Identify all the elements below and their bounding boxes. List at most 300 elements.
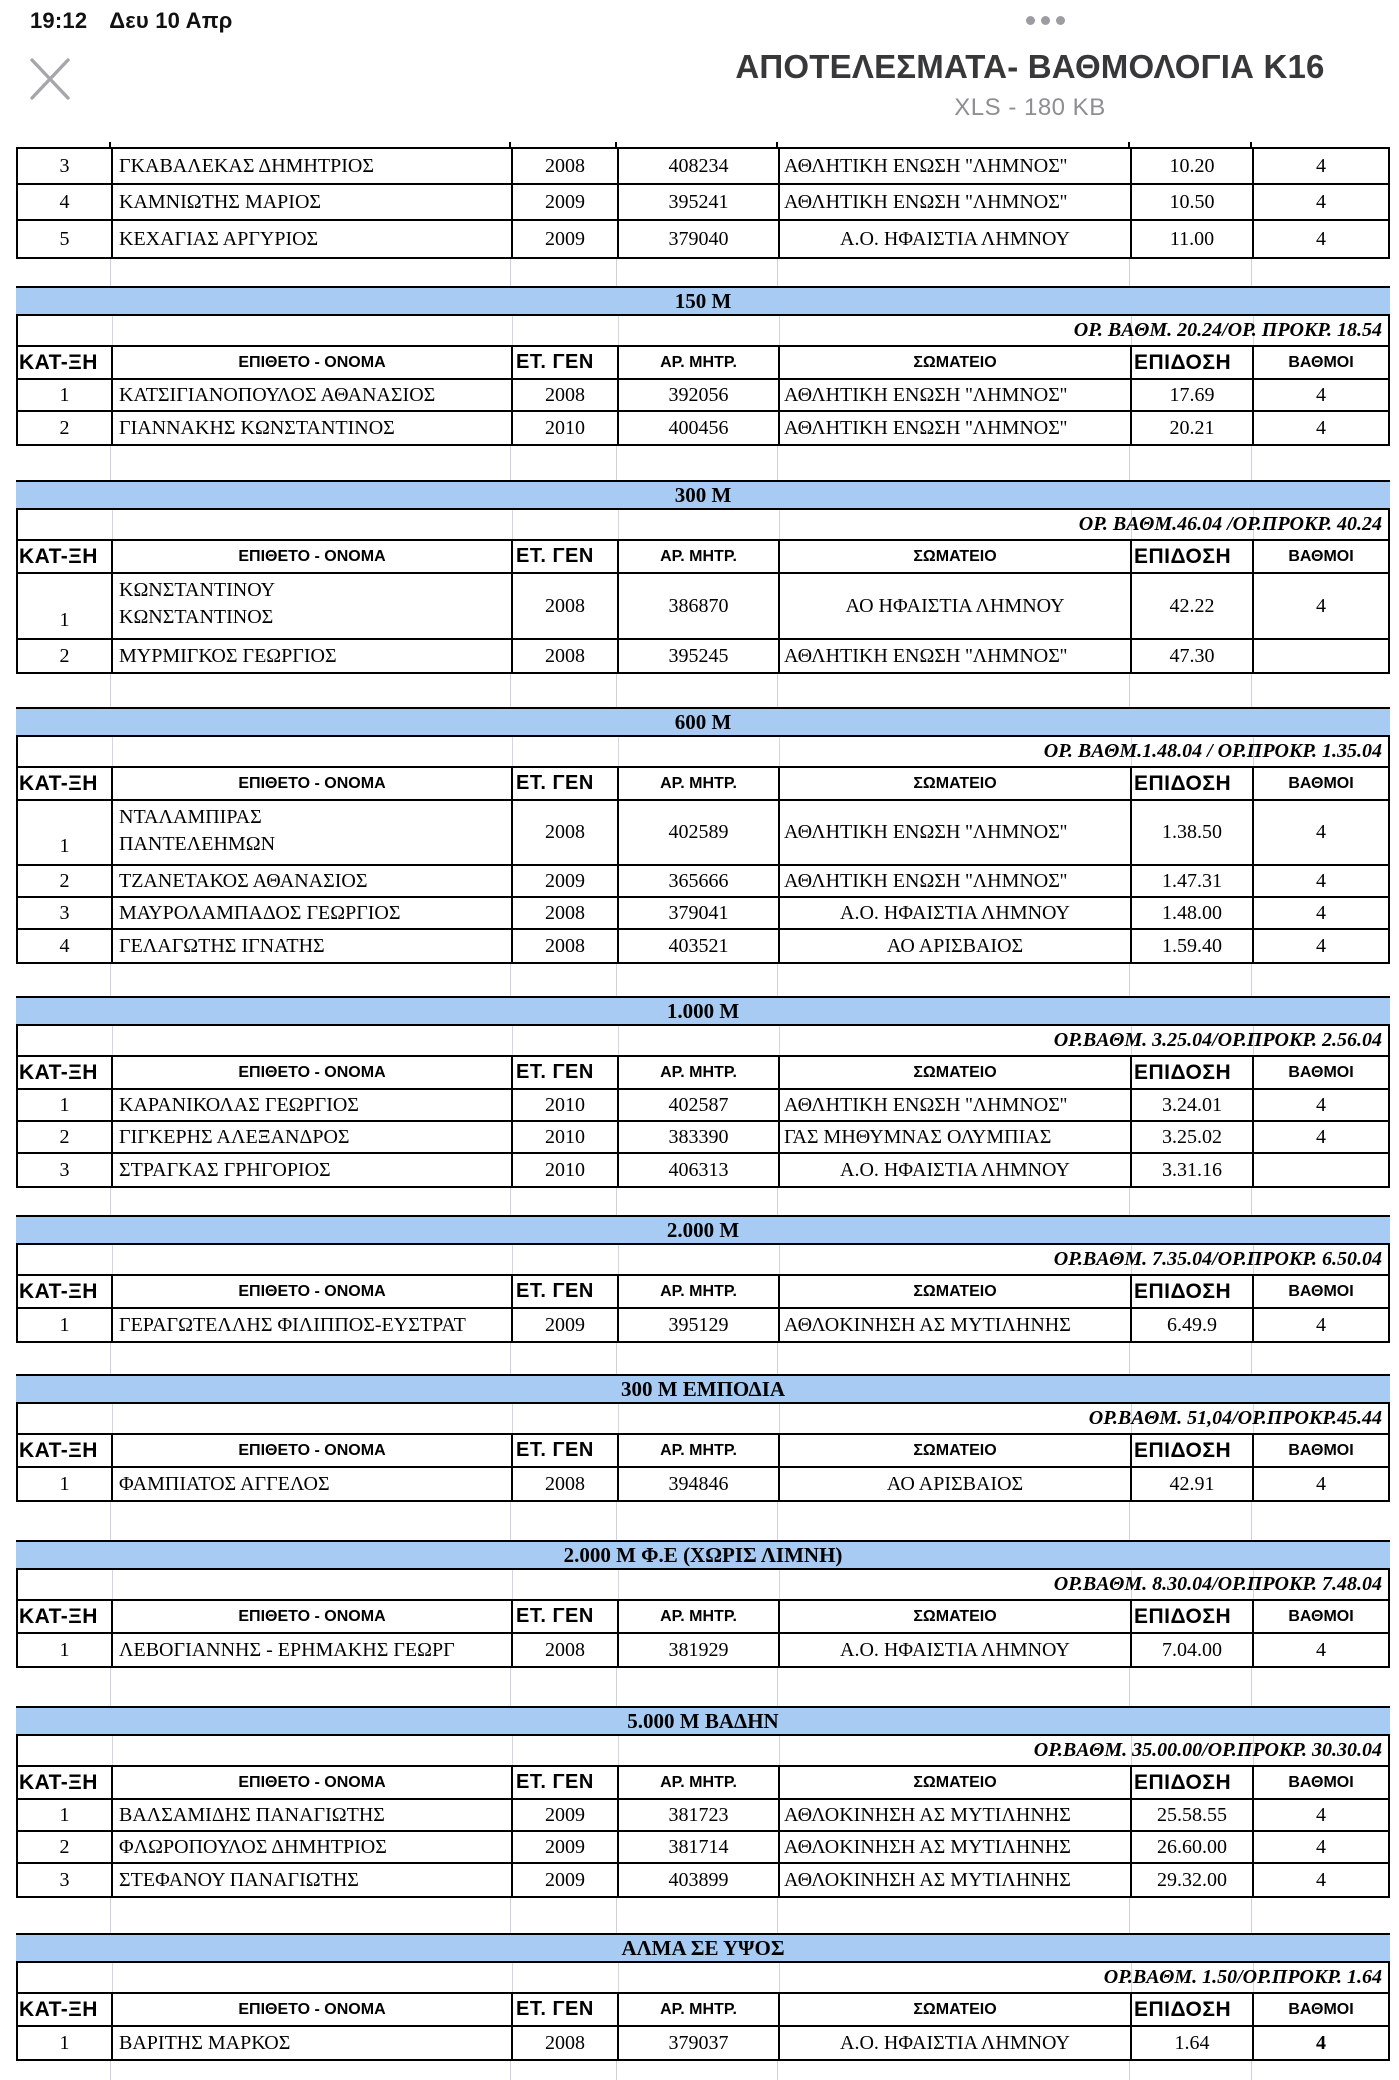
grid-cell — [617, 1343, 778, 1374]
table-row — [18, 640, 1388, 672]
performance-value: 20.21 — [1169, 416, 1215, 439]
cell-performance — [1132, 1154, 1254, 1186]
performance-value: 1.59.40 — [1162, 934, 1222, 957]
cell-club — [780, 149, 1132, 183]
grid-cell — [111, 1188, 511, 1215]
birth-year: 2008 — [545, 1472, 585, 1495]
athlete-name: ΚΑΤΣΙΓΙΑΝΟΠΟΥΛΟΣ ΑΘΑΝΑΣΙΟΣ — [119, 383, 436, 406]
cell-rank — [18, 1309, 113, 1341]
registry-number: 381723 — [668, 1803, 729, 1826]
cell-birth-year — [513, 185, 619, 219]
athlete-name: ΦΛΩΡΟΠΟΥΛΟΣ ΔΗΜΗΤΡΙΟΣ — [119, 1835, 387, 1858]
grid-cell — [513, 316, 619, 345]
registry-number: 395241 — [668, 190, 729, 213]
cell-rank — [18, 1154, 113, 1186]
grid-cell — [778, 1898, 1130, 1933]
document-title-block — [661, 48, 1399, 122]
cell-club — [780, 412, 1132, 444]
birth-year: 2008 — [545, 644, 585, 667]
performance-value: 10.20 — [1169, 154, 1215, 177]
cell-club — [780, 1468, 1132, 1500]
points-value: 4 — [1316, 1472, 1326, 1495]
section-title-band — [16, 1706, 1390, 1736]
cell-name — [113, 185, 513, 219]
header-label: ΕΠΙΘΕΤΟ - ΟΝΟΜΑ — [238, 1063, 386, 1081]
header-cell-points — [1254, 1435, 1388, 1466]
cell-name — [113, 1090, 513, 1120]
cell-points — [1254, 801, 1388, 864]
section-title: 600 M — [674, 709, 732, 734]
points-value: 4 — [1316, 821, 1326, 843]
grid-cell — [113, 1570, 513, 1599]
header-label: ΕΤ. ΓΕΝ — [516, 1998, 594, 2020]
cell-name — [113, 412, 513, 444]
grid-cell — [16, 1343, 111, 1374]
registry-number: 386870 — [668, 594, 729, 617]
table-row — [18, 866, 1388, 898]
cell-points — [1254, 1090, 1388, 1120]
header-cell-club — [780, 1767, 1132, 1798]
cell-club — [780, 1122, 1132, 1152]
header-cell-name — [113, 1601, 513, 1632]
section-title: 300 Μ ΕΜΠΟΔΙΑ — [620, 1376, 786, 1401]
header-cell-year — [513, 1994, 619, 2025]
cell-performance — [1132, 185, 1254, 219]
cell-rank — [18, 640, 113, 672]
grid-cell — [111, 674, 511, 707]
athlete-name: ΚΑΡΑΝΙΚΟΛΑΣ ΓΕΩΡΓΙΟΣ — [119, 1093, 359, 1116]
header-cell-points — [1254, 1057, 1388, 1088]
cell-registry-number — [619, 1090, 780, 1120]
grid-cell — [778, 446, 1130, 480]
ellipsis-icon — [1056, 16, 1065, 25]
club-name: ΑΘΛΗΤΙΚΗ ΕΝΩΣΗ ''ΛΗΜΝΟΣ'' — [784, 821, 1068, 843]
grid-cell — [617, 259, 778, 286]
grid-cell — [511, 1668, 617, 1706]
cell-rank — [18, 1090, 113, 1120]
ellipsis-icon — [1041, 16, 1050, 25]
header-cell-reg — [619, 1057, 780, 1088]
header-cell-club — [780, 1057, 1132, 1088]
section-title: 5.000 Μ ΒΑΔΗΝ — [627, 1708, 779, 1733]
more-options-button[interactable] — [1026, 16, 1065, 25]
grid-cell — [111, 1502, 511, 1540]
header-label: ΚΑΤ-ΞΗ — [19, 1604, 98, 1628]
registry-number: 381714 — [668, 1835, 729, 1858]
grid-cell — [1130, 1898, 1252, 1933]
document-subtitle: XLS - 180 KB — [954, 94, 1106, 121]
grid-cell — [111, 142, 511, 147]
cell-name — [113, 801, 513, 864]
registry-number: 394846 — [668, 1472, 729, 1495]
grid-cell — [778, 964, 1130, 996]
grid-cell — [1252, 1502, 1390, 1540]
column-header-row — [18, 347, 1388, 380]
header-cell-club — [780, 1994, 1132, 2025]
athlete-name: ΒΑΡΙΤΗΣ ΜΑΡΚΟΣ — [119, 2031, 291, 2054]
club-name: ΑΟ ΗΦΑΙΣΤΙΑ ΛΗΜΝΟΥ — [845, 594, 1065, 617]
status-bar — [0, 0, 1399, 40]
header-cell-name — [113, 1435, 513, 1466]
cell-rank — [18, 149, 113, 183]
cell-points — [1254, 1634, 1388, 1666]
header-cell-points — [1254, 541, 1388, 572]
cell-rank — [18, 1122, 113, 1152]
event-section — [16, 510, 1390, 674]
grid-cell — [617, 1898, 778, 1933]
grid-cell — [16, 1668, 111, 1706]
grid-cell — [1252, 1188, 1390, 1215]
cell-registry-number — [619, 930, 780, 962]
cell-registry-number — [619, 574, 780, 638]
header-label: ΕΤ. ΓΕΝ — [516, 1439, 594, 1461]
cell-performance — [1132, 1634, 1254, 1666]
grid-cell — [513, 1404, 619, 1433]
section-title-band — [16, 1374, 1390, 1404]
header-cell-points — [1254, 1276, 1388, 1307]
record-row — [18, 1570, 1388, 1601]
event-section — [16, 1736, 1390, 1898]
registry-number: 381929 — [668, 1638, 729, 1661]
grid-cell — [617, 142, 778, 147]
performance-value: 42.91 — [1169, 1472, 1215, 1495]
table-row — [18, 801, 1388, 866]
section-title: 300 M — [674, 482, 732, 507]
club-name: Α.Ο. ΗΦΑΙΣΤΙΑ ΛΗΜΝΟΥ — [840, 1638, 1070, 1661]
header-cell-club — [780, 1435, 1132, 1466]
points-value: 4 — [1316, 934, 1326, 957]
registry-number: 402587 — [668, 1093, 729, 1116]
status-time: 19:12 — [30, 8, 88, 33]
club-name: ΑΘΛΟΚΙΝΗΣΗ ΑΣ ΜΥΤΙΛΗΝΗΣ — [784, 1868, 1071, 1891]
header-cell-rank — [18, 1276, 113, 1307]
performance-value: 3.31.16 — [1162, 1158, 1222, 1181]
cell-name — [113, 898, 513, 928]
points-value: 4 — [1316, 869, 1326, 892]
table-row — [18, 2027, 1388, 2059]
grid-cell — [16, 1188, 111, 1215]
club-name: ΑΟ ΑΡΙΣΒΑΙΟΣ — [886, 934, 1024, 957]
column-header-row — [18, 1994, 1388, 2027]
table-row — [18, 185, 1388, 221]
close-button[interactable] — [26, 52, 74, 104]
performance-value: 1.48.00 — [1162, 901, 1222, 924]
header-label: ΕΠΙΔΟΣΗ — [1134, 1604, 1232, 1628]
grid-cell — [617, 1188, 778, 1215]
grid-cell — [18, 1026, 113, 1055]
cell-club — [780, 1634, 1132, 1666]
column-header-row — [18, 768, 1388, 801]
grid-cell — [778, 674, 1130, 707]
record-row — [18, 1963, 1388, 1994]
athlete-name: ΣΤΕΦΑΝΟΥ ΠΑΝΑΓΙΩΤΗΣ — [119, 1868, 359, 1891]
header-cell-name — [113, 541, 513, 572]
cell-birth-year — [513, 1090, 619, 1120]
rank-value: 3 — [59, 901, 70, 924]
header-label: ΕΤ. ΓΕΝ — [516, 772, 594, 794]
table-row — [18, 221, 1388, 257]
grid-cell — [617, 964, 778, 996]
header-cell-club — [780, 541, 1132, 572]
grid-cell — [16, 2061, 111, 2080]
cell-name — [113, 1800, 513, 1830]
section-title-band — [16, 480, 1390, 510]
grid-cell — [617, 1502, 778, 1540]
registry-number: 379041 — [668, 901, 729, 924]
table-row — [18, 1090, 1388, 1122]
header-label: ΣΩΜΑΤΕΙΟ — [913, 353, 997, 371]
section-title-band — [16, 707, 1390, 737]
grid-cell — [18, 1570, 113, 1599]
header-cell-perf — [1132, 1435, 1254, 1466]
cell-club — [780, 1800, 1132, 1830]
birth-year: 2010 — [545, 1093, 585, 1116]
cell-club — [780, 2027, 1132, 2059]
cell-points — [1254, 1154, 1388, 1186]
grid-cell — [111, 2061, 511, 2080]
registry-number: 402589 — [668, 821, 729, 843]
birth-year: 2009 — [545, 190, 585, 213]
cell-registry-number — [619, 1864, 780, 1896]
grid-cell — [778, 259, 1130, 286]
rank-value: 2 — [59, 416, 70, 439]
cell-registry-number — [619, 149, 780, 183]
grid-cell — [619, 1026, 780, 1055]
cell-birth-year — [513, 221, 619, 257]
grid-cell — [113, 1736, 513, 1765]
cell-name — [113, 1864, 513, 1896]
cell-points — [1254, 1309, 1388, 1341]
header-label: ΣΩΜΑΤΕΙΟ — [913, 2000, 997, 2018]
rank-value: 1 — [59, 1638, 70, 1661]
event-section — [16, 1963, 1390, 2061]
cell-performance — [1132, 574, 1254, 638]
athlete-name: ΚΩΝΣΤΑΝΤΙΝΟΣ — [119, 606, 274, 628]
header-label: ΣΩΜΑΤΕΙΟ — [913, 547, 997, 565]
section-title-band — [16, 996, 1390, 1026]
grid-cell — [617, 674, 778, 707]
grid-cell — [778, 142, 1130, 147]
header-label: ΕΠΙΘΕΤΟ - ΟΝΟΜΑ — [238, 1282, 386, 1300]
cell-rank — [18, 1468, 113, 1500]
header-cell-club — [780, 347, 1132, 378]
points-value: 4 — [1316, 1093, 1326, 1116]
grid-cell — [513, 1026, 619, 1055]
athlete-name: ΦΑΜΠΙΑΤΟΣ ΑΓΓΕΛΟΣ — [119, 1472, 330, 1495]
cell-registry-number — [619, 412, 780, 444]
record-row — [18, 1245, 1388, 1276]
rank-value: 5 — [59, 227, 70, 250]
registry-number: 379037 — [668, 2031, 729, 2054]
grid-cell — [619, 1963, 780, 1992]
grid-cell — [113, 1404, 513, 1433]
header-label: ΒΑΘΜΟΙ — [1288, 2000, 1354, 2018]
rank-value: 1 — [59, 1313, 70, 1336]
header-label: ΕΠΙΘΕΤΟ - ΟΝΟΜΑ — [238, 1607, 386, 1625]
cell-points — [1254, 380, 1388, 410]
header-cell-points — [1254, 1601, 1388, 1632]
sheet[interactable] — [16, 142, 1390, 2080]
document-header — [0, 40, 1399, 140]
cell-club — [780, 866, 1132, 896]
performance-value: 1.38.50 — [1162, 821, 1222, 843]
grid-cell — [1252, 259, 1390, 286]
cell-performance — [1132, 149, 1254, 183]
club-name: ΑΘΛΟΚΙΝΗΣΗ ΑΣ ΜΥΤΙΛΗΝΗΣ — [784, 1313, 1071, 1336]
header-label: ΚΑΤ-ΞΗ — [19, 1770, 98, 1794]
rank-value: 3 — [59, 1158, 70, 1181]
section-gap — [16, 1502, 1390, 1540]
header-cell-perf — [1132, 1767, 1254, 1798]
table-row — [18, 574, 1388, 640]
grid-cell — [1130, 446, 1252, 480]
header-label: ΕΠΙΘΕΤΟ - ΟΝΟΜΑ — [238, 2000, 386, 2018]
cell-performance — [1132, 801, 1254, 864]
header-cell-year — [513, 1601, 619, 1632]
cell-birth-year — [513, 1800, 619, 1830]
header-label: ΣΩΜΑΤΕΙΟ — [913, 774, 997, 792]
grid-cell — [513, 737, 619, 766]
header-cell-rank — [18, 541, 113, 572]
club-name: Α.Ο. ΗΦΑΙΣΤΙΑ ΛΗΜΝΟΥ — [840, 901, 1070, 924]
cell-club — [780, 1090, 1132, 1120]
cell-birth-year — [513, 640, 619, 672]
column-header-row — [18, 1435, 1388, 1468]
cell-name — [113, 1309, 513, 1341]
header-label: ΕΤ. ΓΕΝ — [516, 1061, 594, 1083]
rank-value: 4 — [59, 190, 70, 213]
header-cell-reg — [619, 1994, 780, 2025]
cell-club — [780, 380, 1132, 410]
table-row — [18, 1634, 1388, 1666]
cell-performance — [1132, 2027, 1254, 2059]
performance-value: 25.58.55 — [1157, 1803, 1227, 1826]
clipped-row-bottom — [16, 2061, 1390, 2080]
clipped-row-top — [16, 142, 1390, 147]
header-cell-year — [513, 347, 619, 378]
record-row — [18, 510, 1388, 541]
table-row — [18, 1864, 1388, 1896]
club-name: ΑΘΛΗΤΙΚΗ ΕΝΩΣΗ ''ΛΗΜΝΟΣ'' — [784, 190, 1068, 213]
header-label: ΕΤ. ΓΕΝ — [516, 545, 594, 567]
section-gap — [16, 259, 1390, 286]
athlete-name: ΣΤΡΑΓΚΑΣ ΓΡΗΓΟΡΙΟΣ — [119, 1158, 331, 1181]
section-title-band — [16, 286, 1390, 316]
grid-cell — [511, 1343, 617, 1374]
grid-cell — [18, 316, 113, 345]
header-cell-rank — [18, 1601, 113, 1632]
header-cell-name — [113, 1994, 513, 2025]
header-label: ΒΑΘΜΟΙ — [1288, 1282, 1354, 1300]
rank-value: 1 — [59, 1803, 70, 1826]
athlete-name: ΓΕΛΑΓΩΤΗΣ ΙΓΝΑΤΗΣ — [119, 934, 325, 957]
grid-cell — [1130, 1343, 1252, 1374]
birth-year: 2010 — [545, 416, 585, 439]
section-gap — [16, 674, 1390, 707]
cell-performance — [1132, 380, 1254, 410]
grid-cell — [18, 1963, 113, 1992]
document-title: ΑΠΟΤΕΛΕΣΜΑΤΑ- ΒΑΘΜΟΛΟΓΙΑ Κ16 — [735, 48, 1325, 85]
points-value: 4 — [1316, 190, 1326, 213]
column-header-row — [18, 1057, 1388, 1090]
grid-cell — [1130, 1188, 1252, 1215]
header-label: ΚΑΤ-ΞΗ — [19, 1060, 98, 1084]
cell-name — [113, 149, 513, 183]
cell-performance — [1132, 1864, 1254, 1896]
cell-registry-number — [619, 1122, 780, 1152]
registry-number: 408234 — [668, 154, 729, 177]
cell-name — [113, 866, 513, 896]
birth-year: 2008 — [545, 821, 585, 843]
cell-birth-year — [513, 2027, 619, 2059]
cell-registry-number — [619, 1800, 780, 1830]
registry-number: 403521 — [668, 934, 729, 957]
header-cell-club — [780, 768, 1132, 799]
table-row — [18, 898, 1388, 930]
header-cell-year — [513, 541, 619, 572]
grid-cell — [619, 1404, 780, 1433]
birth-year: 2009 — [545, 1313, 585, 1336]
rank-value: 3 — [59, 154, 70, 177]
cell-points — [1254, 1832, 1388, 1862]
registry-number: 395245 — [668, 644, 729, 667]
rank-value: 1 — [59, 383, 70, 406]
header-label: ΑΡ. ΜΗΤΡ. — [660, 353, 737, 371]
registry-number: 406313 — [668, 1158, 729, 1181]
rank-value: 1 — [59, 1472, 70, 1495]
header-label: ΕΤ. ΓΕΝ — [516, 1280, 594, 1302]
header-cell-perf — [1132, 1057, 1254, 1088]
grid-cell — [778, 2061, 1130, 2080]
cell-club — [780, 221, 1132, 257]
grid-cell — [16, 259, 111, 286]
cell-points — [1254, 1864, 1388, 1896]
header-label: ΒΑΘΜΟΙ — [1288, 1441, 1354, 1459]
athlete-name: ΓΙΑΝΝΑΚΗΣ ΚΩΝΣΤΑΝΤΙΝΟΣ — [119, 416, 395, 439]
record-text: ΟΡ. ΒΑΘΜ.46.04 /ΟΡ.ΠΡΟΚΡ. 40.24 — [1078, 513, 1382, 535]
points-value: 4 — [1316, 383, 1326, 406]
grid-cell — [511, 142, 617, 147]
registry-number: 400456 — [668, 416, 729, 439]
header-label: ΒΑΘΜΟΙ — [1288, 547, 1354, 565]
header-label: ΕΠΙΔΟΣΗ — [1134, 1279, 1232, 1303]
header-label: ΣΩΜΑΤΕΙΟ — [913, 1282, 997, 1300]
athlete-name: ΒΑΛΣΑΜΙΔΗΣ ΠΑΝΑΓΙΩΤΗΣ — [119, 1803, 385, 1826]
grid-cell — [778, 1502, 1130, 1540]
header-label: ΚΑΤ-ΞΗ — [19, 350, 98, 374]
header-label: ΑΡ. ΜΗΤΡ. — [660, 1607, 737, 1625]
header-cell-year — [513, 1276, 619, 1307]
birth-year: 2010 — [545, 1125, 585, 1148]
cell-club — [780, 898, 1132, 928]
grid-cell — [778, 1188, 1130, 1215]
header-label: ΕΠΙΔΟΣΗ — [1134, 1438, 1232, 1462]
record-text: ΟΡ. ΒΑΘΜ.1.48.04 / ΟΡ.ΠΡΟΚΡ. 1.35.04 — [1043, 740, 1382, 762]
column-header-row — [18, 1767, 1388, 1800]
points-value: 4 — [1316, 594, 1326, 617]
performance-value: 1.64 — [1174, 2031, 1210, 2054]
table-row — [18, 1468, 1388, 1500]
rank-value: 2 — [59, 1125, 70, 1148]
column-header-row — [18, 541, 1388, 574]
grid-cell — [513, 510, 619, 539]
points-value: 4 — [1316, 1638, 1326, 1661]
performance-value: 6.49.9 — [1167, 1313, 1217, 1336]
grid-cell — [780, 1404, 1132, 1433]
cell-performance — [1132, 898, 1254, 928]
cell-performance — [1132, 866, 1254, 896]
grid-cell — [1130, 142, 1252, 147]
